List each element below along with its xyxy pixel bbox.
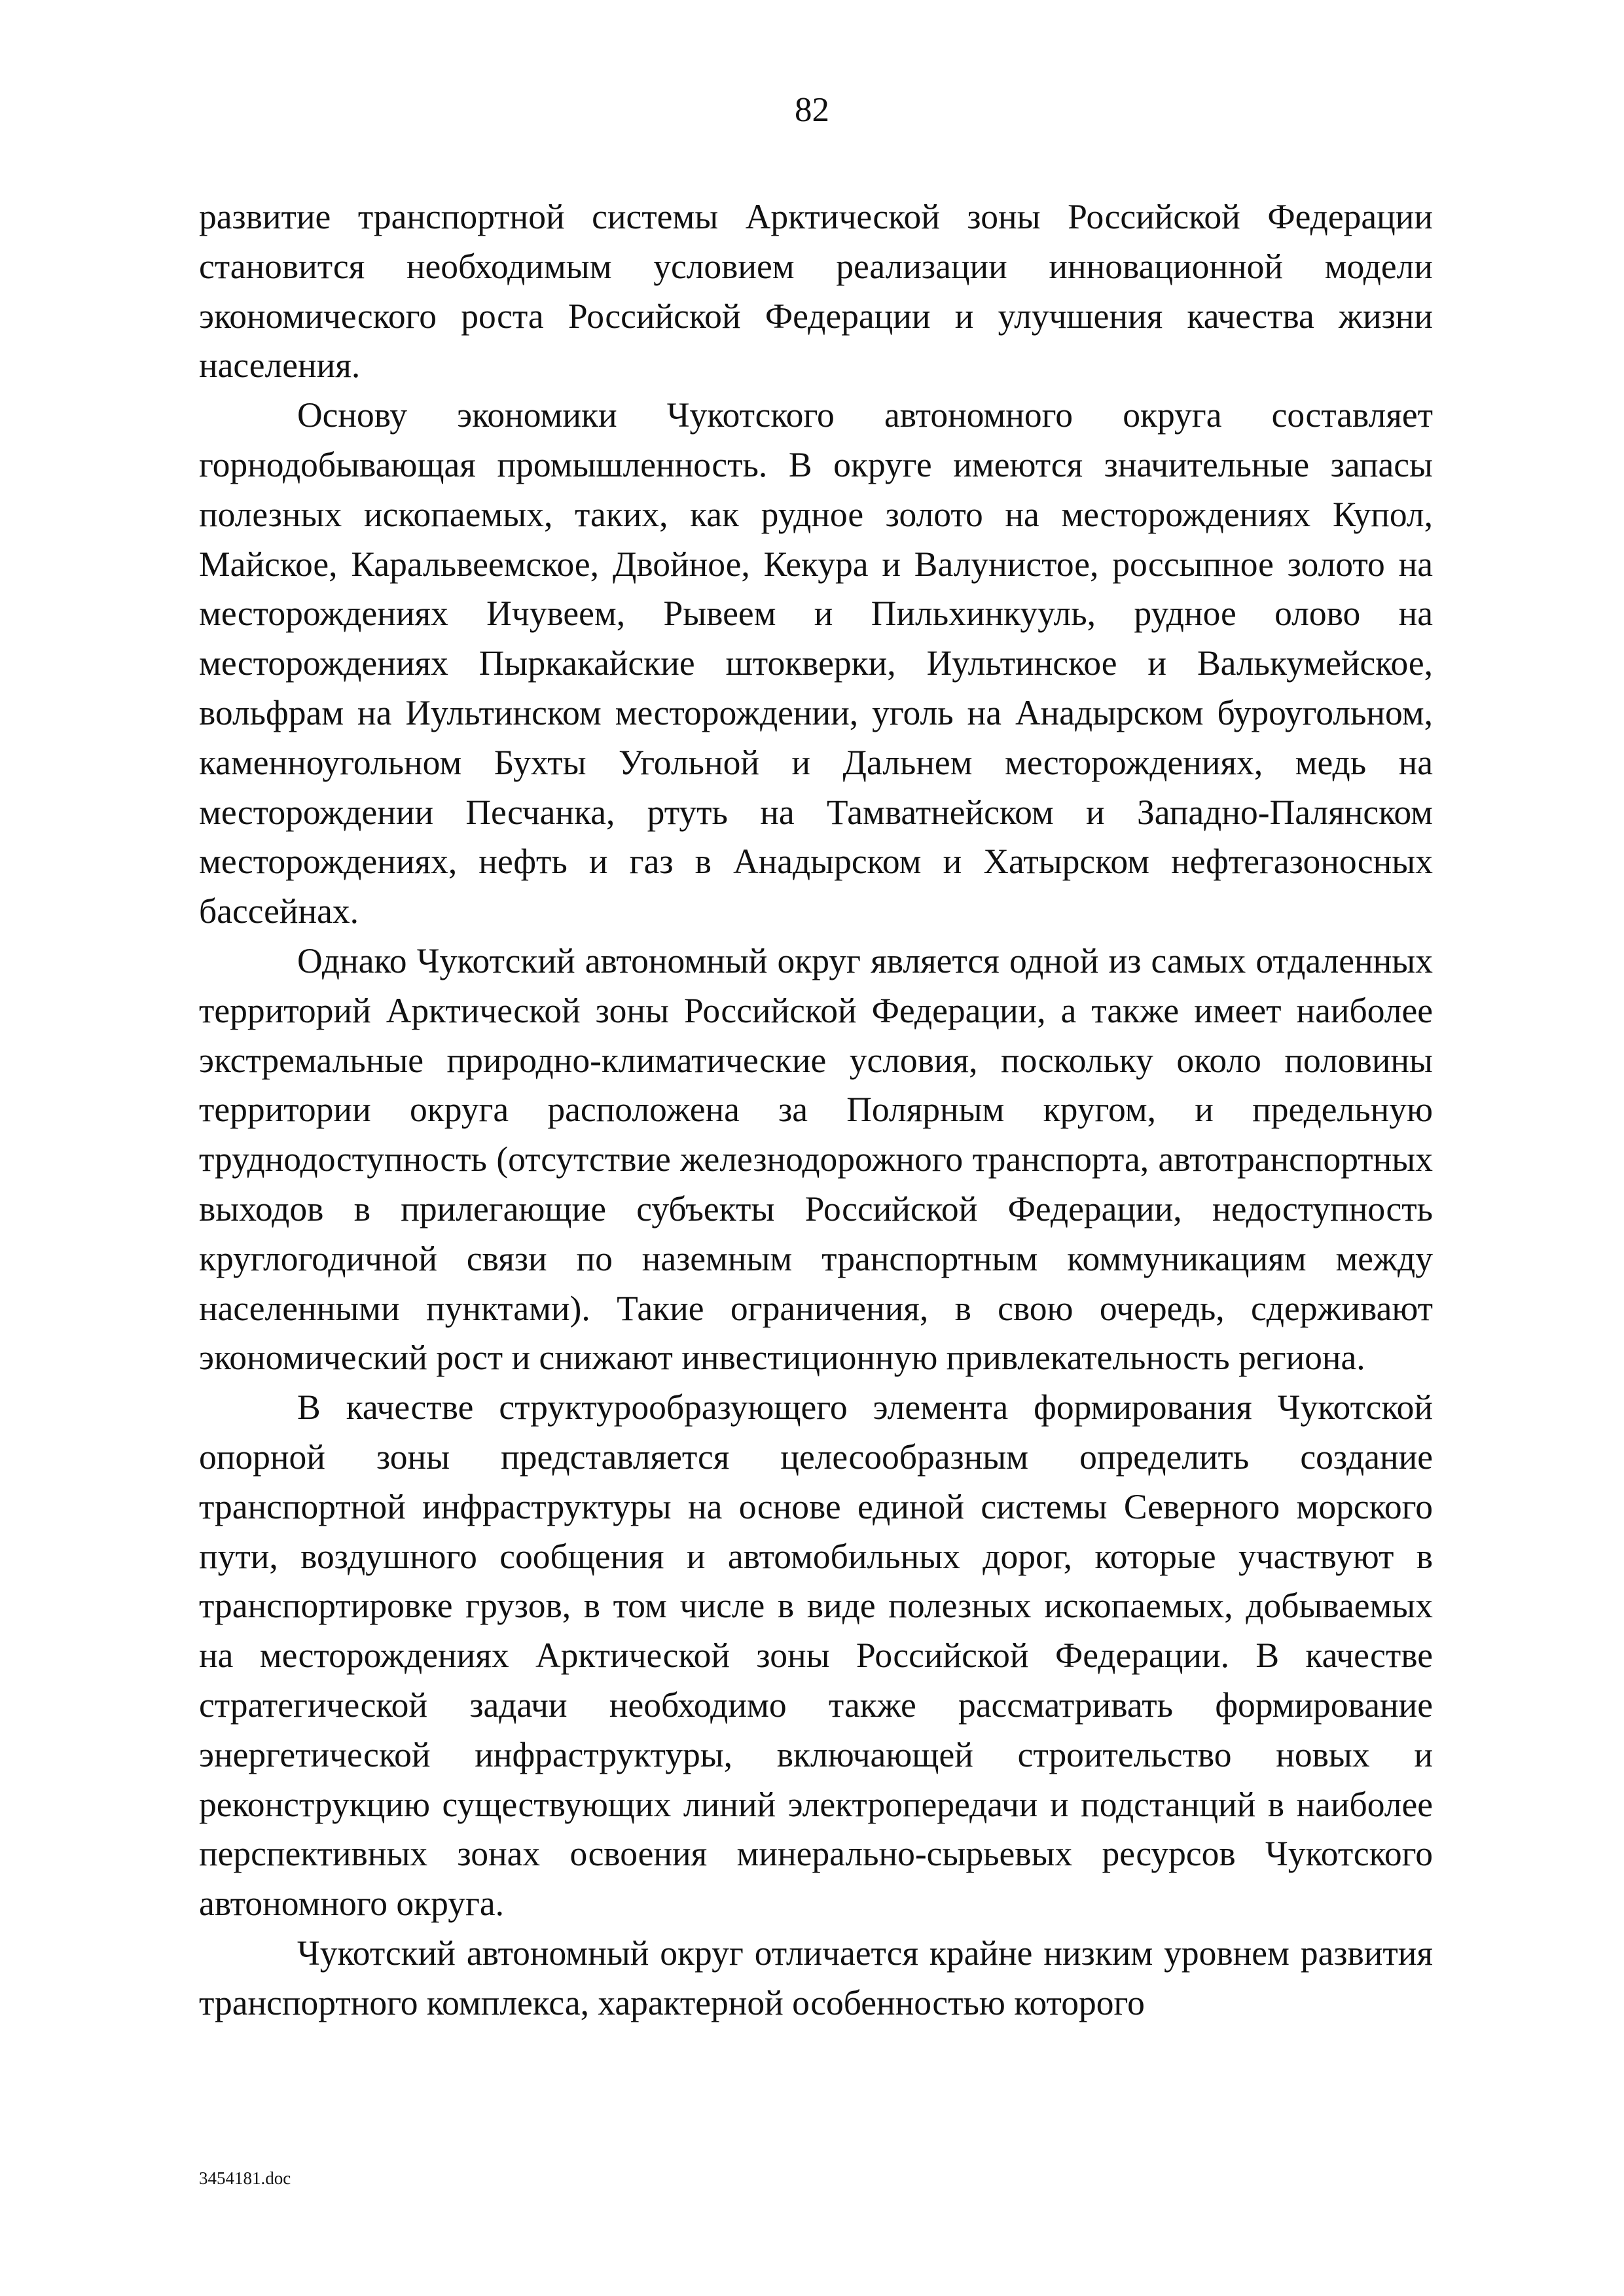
- paragraph-mining-economy: Основу экономики Чукотского автономного округа составляет горнодобывающая промышленность. В округе имеются значительные запасы полезных ископаемых, таких, как рудное золото на месторождениях Купол, Майское, Каральвеемское, Двойное, Кекура и Валунистое, россыпное золото на месторождениях Ичувеем, Рывеем и Пильхинкууль, рудное олово на месторождениях Пыркакайские штокверки, Иультинское и Валькумейское, вольфрам на Иультинском месторождении, уголь на Анадырском буроугольном, каменноугольном Бухты Угольной и Дальнем месторождениях, медь на месторождении Песчанка, ртуть на Тамватнейском и Западно-Палянском месторождениях, нефть и газ в Анадырском и Хатырском нефтегазоносных бассейнах.: [199, 395, 1433, 931]
- footer-file-code: 3454181.doc: [199, 2168, 291, 2188]
- document-body: [199, 192, 1433, 2028]
- paragraph-transport-infrastructure: В качестве структурообразующего элемента формирования Чукотской опорной зоны представляется целесообразным определить создание транспортной инфраструктуры на основе единой системы Северного морского пути, воздушного сообщения и автомобильных дорог, которые участвуют в транспортировке грузов, в том числе в виде полезных ископаемых, добываемых на месторождениях Арктической зоны Российской Федерации. В качестве стратегической задачи необходимо также рассматривать формирование энергетической инфраструктуры, включающей строительство новых и реконструкцию существующих линий электропередачи и подстанций в наиболее перспективных зонах освоения минерально-сырьевых ресурсов Чукотского автономного округа.: [199, 1388, 1433, 1924]
- paragraph-transport-complex: Чукотский автономный округ отличается крайне низким уровнем развития транспортного комплекса, характерной особенностью которого: [199, 1933, 1433, 2022]
- paragraph-continuation: развитие транспортной системы Арктической зоны Российской Федерации становится необходимым условием реализации инновационной модели экономического роста Российской Федерации и улучшения качества жизни населения.: [199, 197, 1433, 386]
- page-number: 82: [795, 91, 829, 129]
- paragraph-remoteness: Однако Чукотский автономный округ является одной из самых отдаленных территорий Арктической зоны Российской Федерации, а также имеет наиболее экстремальные природно-климатические условия, поскольку около половины территории округа расположена за Полярным кругом, и предельную труднодоступность (отсутствие железнодорожного транспорта, автотранспортных выходов в прилегающие субъекты Российской Федерации, недоступность круглогодичной связи по наземным транспортным коммуникациям между населенными пунктами). Такие ограничения, в свою очередь, сдерживают экономический рост и снижают инвестиционную привлекательность региона.: [199, 941, 1433, 1378]
